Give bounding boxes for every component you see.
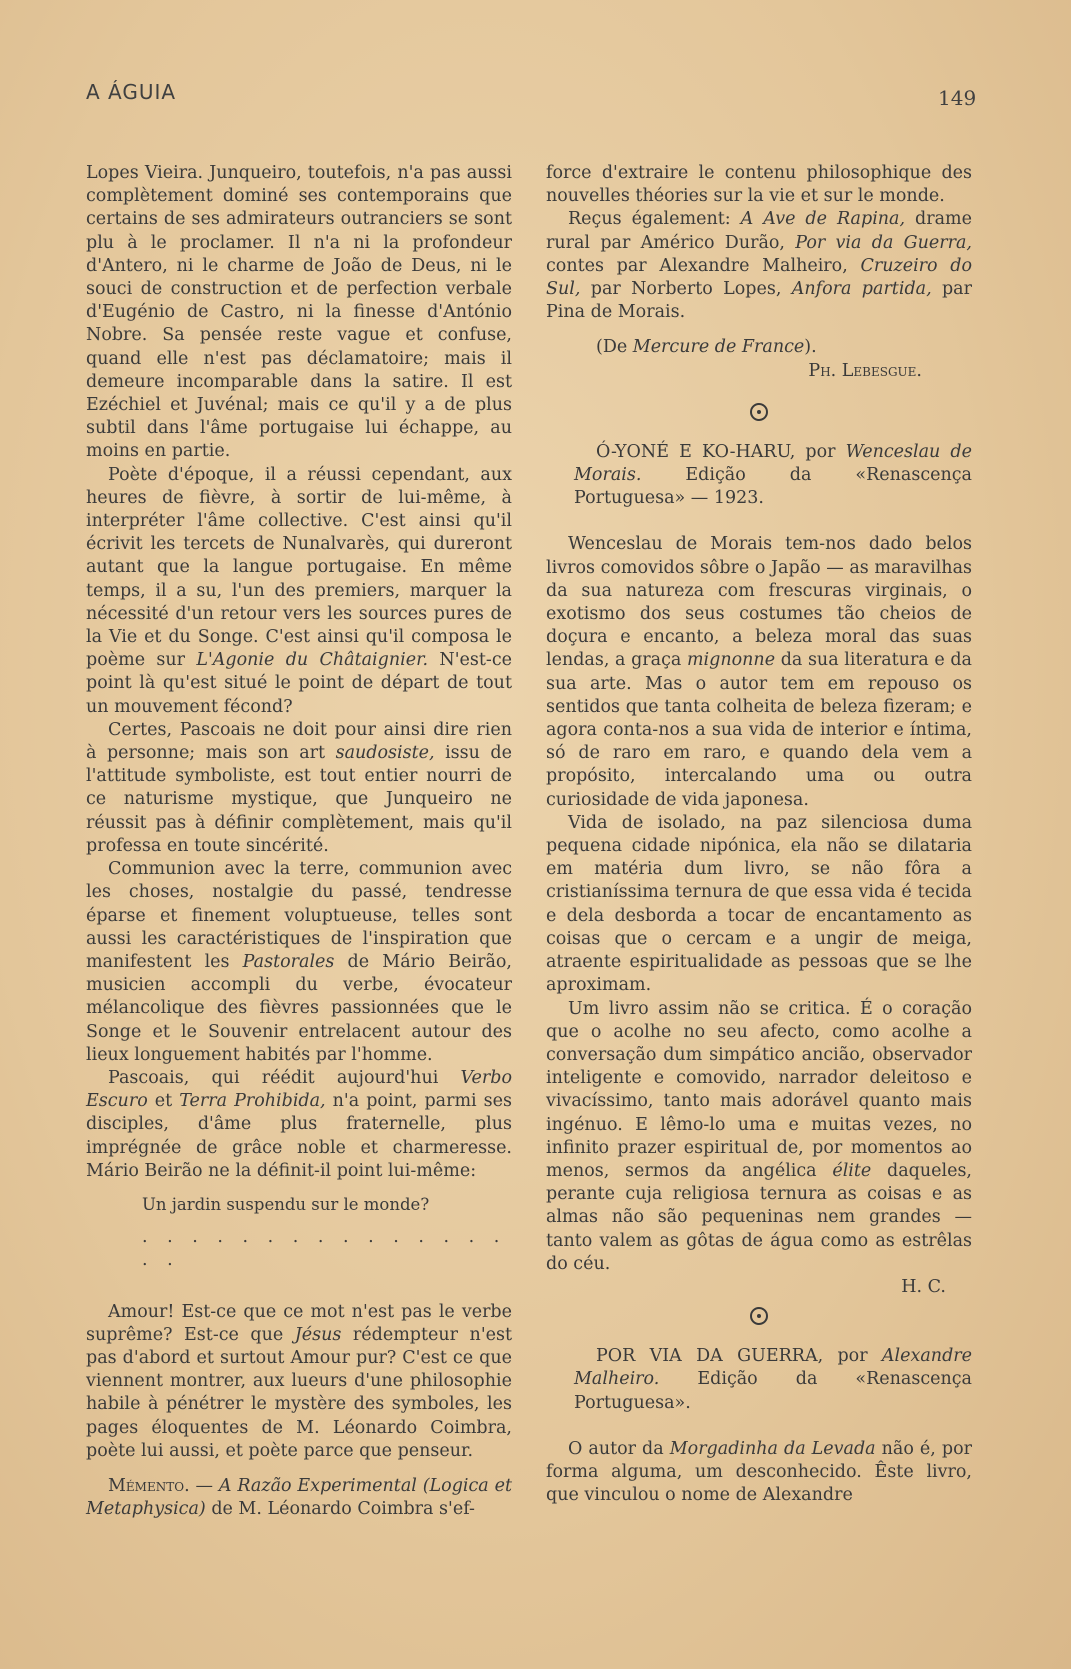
right-paragraph-1: force d'extraire le contenu philosophique des nouvelles théories sur la vie et sur le monde.: [546, 163, 972, 207]
left-paragraph-4: Communion avec la terre, communion avec les choses, nostalgie du passé, tendresse éparse et finement voluptueuse, telles sont aussi les caractéristiques de l'inspiration que manifestent les Pastorales de Mário Beirão, musicien accompli du verbe, évocateur mélancolique des fièvres passionnées que le Songe et le Souvenir entrelacent autour des lieux longuement habités par l'homme.: [86, 859, 512, 1065]
name: Jésus: [294, 1324, 342, 1345]
received-books-paragraph: Reçus également: A Ave de Rapina, drame rural par Américo Durão, Por via da Guerra, contes par Alexandre Malheiro, Cruzeiro do Sul, par Norberto Lopes, Anfora partida, par Pina de Morais.: [546, 209, 972, 323]
running-title: A ÁGUIA: [86, 80, 177, 104]
review-1-paragraph-1: Wenceslau de Morais tem-nos dado belos livros comovidos sôbre o Japão — as maravilhas da sua natureza com frescuras virginais, o exotismo dos seus costumes tão cheios de doçura e encanto, a beleza moral das suas lendas, a graça mignonne da sua literatura e da sua arte. Mas o autor tem em repouso os sentidos que tanta colheita de beleza fizeram; e agora conta-nos a sua vida de interior e íntima, só de raro em raro, e quando dela vem a propósito, intercalando uma ou outra curiosidade de vida japonesa.: [546, 534, 972, 810]
page-number: 149: [938, 86, 977, 110]
work-title: Verbo Escuro: [86, 1067, 512, 1112]
review-1-signature: H. C.: [901, 1276, 946, 1297]
memento-label: Mémento.: [108, 1475, 190, 1496]
left-paragraph-3: Certes, Pascoais ne doit pour ainsi dire rien à personne; mais son art saudosiste, issu de l'attitude symboliste, est tout entier nourri de ce naturisme mystique, que Junqueiro ne réussit pas à définir complètement, mais qu'il professa en toute sincérité.: [86, 719, 512, 856]
author-signature: Ph. Lebesgue.: [808, 360, 922, 381]
review-heading-1: Ó-YONÉ E KO-HARU, por Wenceslau de Morais. Edição da «Renascença Portuguesa» — 1923.: [574, 441, 972, 509]
ellipsis-row: . . . . . . . . . . . . . . . . .: [142, 1227, 507, 1271]
work-title: L'Agonie du Châtaignier.: [196, 650, 429, 671]
work-title: Terra Prohibida,: [179, 1091, 326, 1112]
left-paragraph-1: Lopes Vieira. Junqueiro, toutefois, n'a pas aussi complètement dominé ses contemporains que certains de ses admirateurs outranciers se sont plu à le proclamer. Il n'a ni la profondeur d'Antero, ni le charme de João de Deus, ni le souci de construction et de perfection verbale d'Eugénio de Castro, ni la finesse d'António Nobre. Sa pensée reste vague et confuse, quand elle n'est pas déclamatoire; mais il demeure incomparable dans la satire. Il est Ezéchiel et Juvénal; mais ce qu'il y a de plus subtil dans l'âme portugaise lui échappe, au moins en partie.: [86, 163, 512, 462]
left-paragraph-6: Amour! Est-ce que ce mot n'est pas le verbe suprême? Est-ce que Jésus rédempteur n'est pas d'abord et surtout Amour pur? C'est ce que viennent montrer, aux lueurs d'une philosophie habile à pénétrer le mystère des symboles, les pages éloquentes de M. Léonardo Coimbra, poète lui aussi, et poète parce que penseur.: [86, 1301, 512, 1461]
left-paragraph-2: Poète d'époque, il a réussi cependant, aux heures de fièvre, à sortir de lui-même, à interpréter l'âme collective. C'est ainsi qu'il écrivit les tercets de Nunalvarès, qui dureront autant que la langue portugaise. En même temps, il a su, l'un des premiers, marquer la nécessité d'un retour vers les sources pures de la Vie et du Songe. C'est ainsi qu'il composa le poème sur L'Agonie du Châtaignier. N'est-ce point là qu'est situé le point de départ de tout un mouvement fécond?: [86, 464, 512, 717]
work-title: Pastorales: [242, 951, 335, 972]
review-1-paragraph-2: Vida de isolado, na paz silenciosa duma pequena cidade nipónica, ela não se dilataria em matéria dum livro, se não fôra a cristianíssima ternura de que essa vida é tecida e dela desborda a tocar de encantamento as coisas que o cercam e a ungir de meiga, atraente espiritualidade as pessoas que se lhe aproximam.: [546, 812, 972, 996]
work-title: A Razão Experimental (Logica et Metaphysica): [86, 1475, 512, 1520]
source-citation: (De Mercure de France).: [596, 337, 817, 358]
left-paragraph-5: Pascoais, qui réédit aujourd'hui Verbo Escuro et Terra Prohibida, n'a point, parmi ses disciples, d'âme plus fraternelle, plus imprégnée de grâce noble et charmeresse. Mário Beirão ne la définit-il point lui-même:: [86, 1067, 512, 1181]
right-column: [546, 162, 972, 1507]
memento-paragraph: Mémento. — A Razão Experimental (Logica et Metaphysica) de M. Léonardo Coimbra s'ef-: [86, 1475, 512, 1520]
term: saudosiste,: [335, 743, 435, 764]
quoted-verse: Un jardin suspendu sur le monde?: [142, 1194, 430, 1214]
review-heading-2: POR VIA DA GUERRA, por Alexandre Malheiro. Edição da «Renascença Portuguesa».: [574, 1346, 972, 1413]
section-ornament: [750, 403, 768, 421]
left-column: [86, 162, 512, 1521]
review-2-paragraph-1: O autor da Morgadinha da Levada não é, por forma alguma, um desconhecido. Êste livro, que vinculou o nome de Alexandre: [546, 1438, 972, 1506]
section-ornament: [750, 1307, 768, 1325]
review-1-paragraph-3: Um livro assim não se critica. É o coração que o acolhe no seu afecto, como acolhe a conversação dum simpático ancião, observador inteligente e comovido, narrador deleitoso e vivacíssimo, tanto mais adorável quanto mais ingénuo. E lêmo-lo uma e muitas vezes, no infinito prazer espiritual de, por momentos ao menos, sermos da angélica élite daqueles, perante cuja religiosa ternura as coisas e as almas não são pequeninas nem grandes — tanto valem as gôtas de água como as estrêlas do céu.: [546, 998, 972, 1274]
